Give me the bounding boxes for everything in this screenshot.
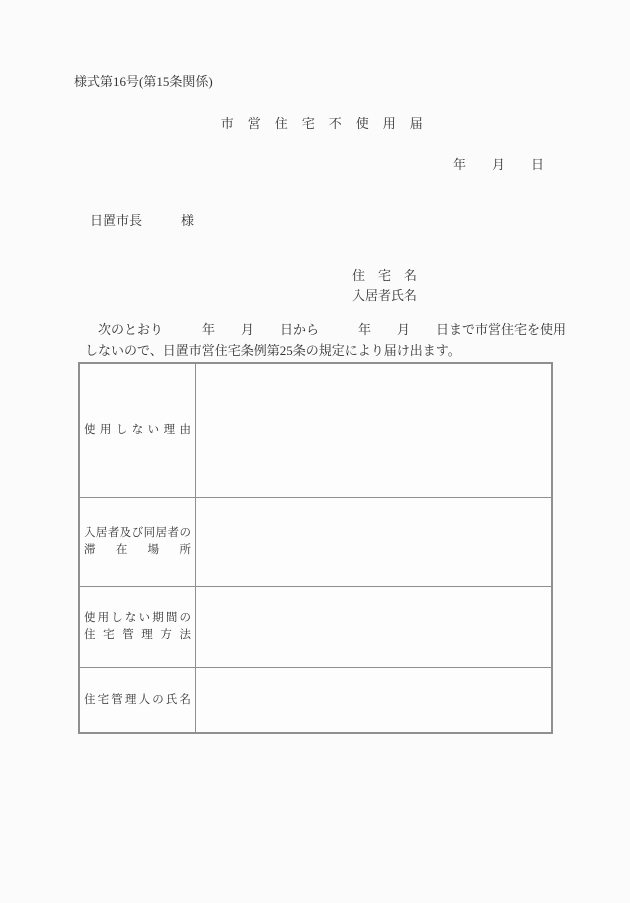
addressee-line: 日置市長 様 [90,213,195,228]
document-title: 市 営 住 宅 不 使 用 届 [220,116,424,131]
table-value-cell-stay-location [196,498,551,587]
table-row-label-management-method [80,587,196,668]
body-line-2: しないので、日置市営住宅条例第25条の規定により届け出ます。 [85,343,461,358]
table-value-cell-management-method [196,587,551,668]
table-label-text: 使用しない理由 [84,424,191,436]
applicant-block [352,266,417,306]
body-line-1: 次のとおり 年 月 日から 年 月 日まで市営住宅を使用 [98,322,567,337]
table-label-text: 入居者及び同居者の [84,527,191,539]
date-line: 年 月 日 [452,157,544,172]
table-value-cell-manager-name [196,668,551,732]
table-label-text: 滞在場所 [84,544,191,556]
table-row-label-reason [80,364,196,498]
table-row-label-stay-location [80,498,196,587]
notice-table [78,362,553,734]
table-label-text: 住宅管理方法 [84,629,191,641]
table-value-cell-reason [196,364,551,498]
table-label-text: 使用しない期間の [84,612,191,624]
table-row-label-manager-name [80,668,196,732]
body-paragraph [85,319,585,361]
resident-name-label: 入居者氏名 [352,288,418,303]
form-number: 様式第16号(第15条関係) [74,74,213,89]
housing-name-label: 住 宅 名 [352,268,418,283]
table-label-text: 住宅管理人の氏名 [84,693,191,706]
